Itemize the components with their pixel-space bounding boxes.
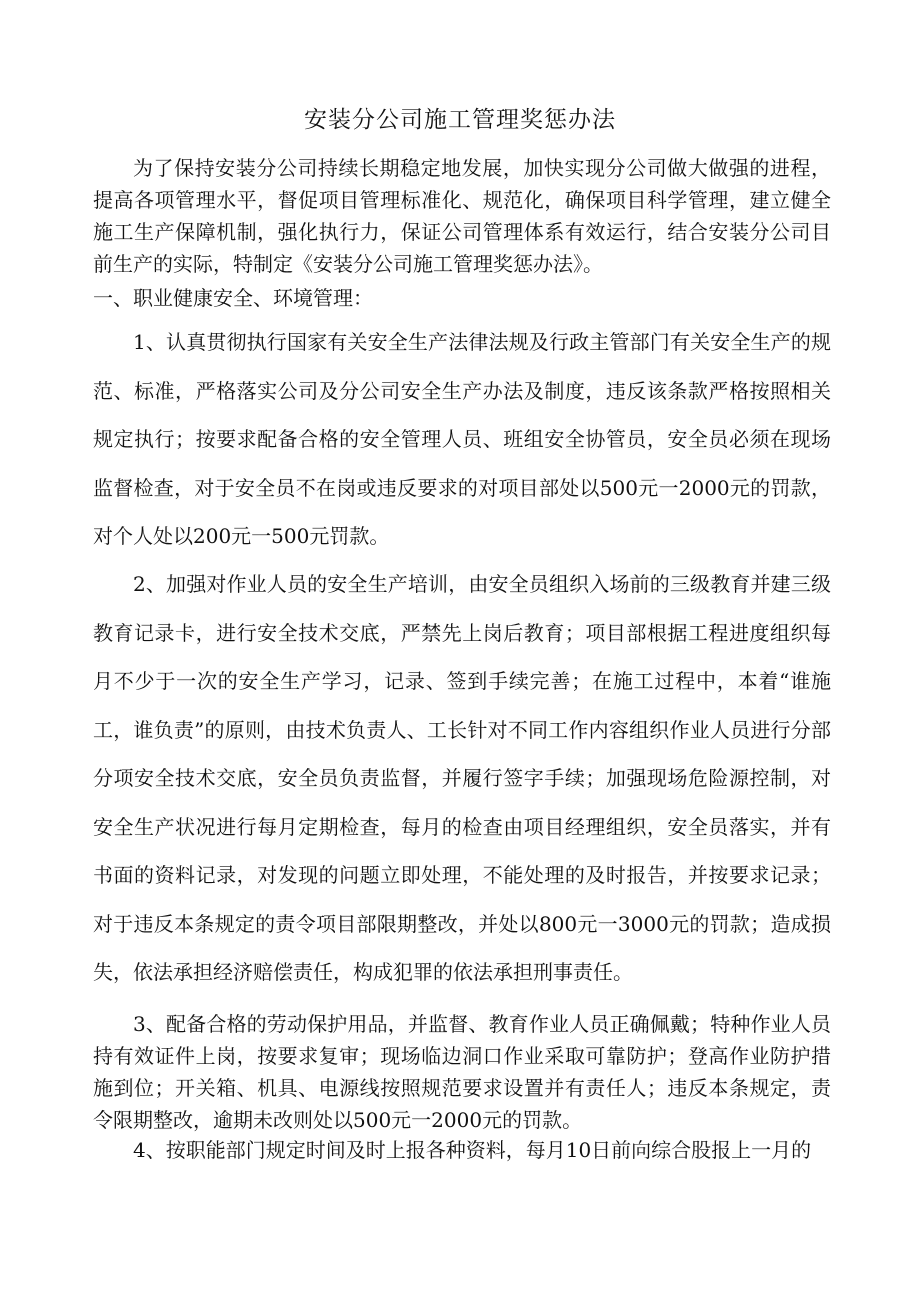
item-4-paragraph: 4、按职能部门规定时间及时上报各种资料，每月10日前向综合股报上一月的 <box>133 1138 812 1162</box>
item-1-paragraph: 1、认真贯彻执行国家有关安全生产法律法规及行政主管部门有关安全生产的规范、标准，严格落实公司及分公司安全生产办法及制度，违反该条款严格按照相关规定执行；按要求配备合格的安全管理人员、班组安全协管员，安全员必须在现场监督检查，对于安全员不在岗或违反要求的对项目部处以500元一2000元的罚款，对个人处以200元一500元罚款。 <box>93 330 831 548</box>
section-1-heading: 一、职业健康安全、环境管理： <box>93 286 373 310</box>
item-3-paragraph: 3、配备合格的劳动保护用品，并监督、教育作业人员正确佩戴；特种作业人员持有效证件上岗，按要求复审；现场临边洞口作业采取可靠防护；登高作业防护措施到位；开关箱、机具、电源线按照规范要求设置并有责任人；违反本条规定，责令限期整改，逾期未改则处以500元一2000元的罚款。 <box>93 1012 831 1132</box>
intro-paragraph: 为了保持安装分公司持续长期稳定地发展，加快实现分公司做大做强的进程，提高各项管理水平，督促项目管理标准化、规范化，确保项目科学管理，建立健全施工生产保障机制，强化执行力，保证公司管理体系有效运行，结合安装分公司目前生产的实际，特制定《安装分公司施工管理奖惩办法》。 <box>93 156 831 276</box>
document-title: 安装分公司施工管理奖惩办法 <box>304 107 616 133</box>
item-2-paragraph: 2、加强对作业人员的安全生产培训，由安全员组织入场前的三级教育并建三级教育记录卡，进行安全技术交底，严禁先上岗后教育；项目部根据工程进度组织每月不少于一次的安全生产学习，记录、签到手续完善；在施工过程中，本着“谁施工，谁负责”的原则，由技术负责人、工长针对不同工作内容组织作业人员进行分部分项安全技术交底，安全员负责监督，并履行签字手续；加强现场危险源控制，对安全生产状况进行每月定期检查，每月的检查由项目经理组织，安全员落实，并有书面的资料记录，对发现的问题立即处理，不能处理的及时报告，并按要求记录；对于违反本条规定的责令项目部限期整改，并处以800元一3000元的罚款；造成损失，依法承担经济赔偿责任，构成犯罪的依法承担刑事责任。 <box>93 572 831 984</box>
